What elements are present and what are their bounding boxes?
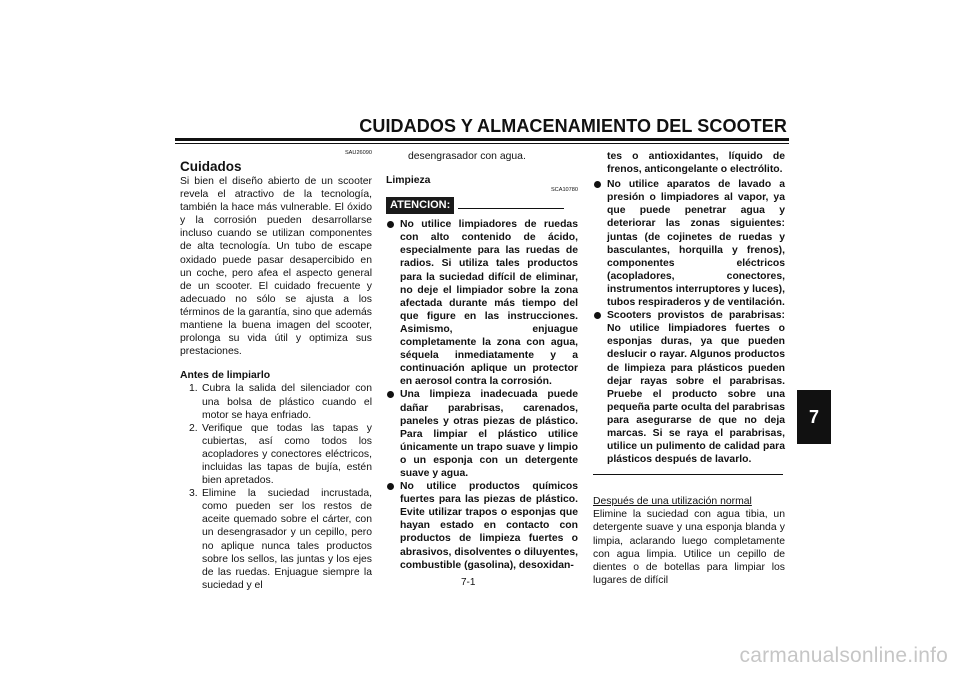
bullet-text: Scooters provistos de parabrisas: No utilice limpiadores fuertes o esponjas duras, ya que pueden deslucir o rayar. Algunos productos de limpieza para plásticos pueden dejar rayas sobre el parabrisas. Pruebe el producto sobre una pequeña parte oculta del parabrisas para asegurarse de que no deja marcas. Si se raya el parabrisas, utilice un pulimento de calidad para plásticos después de lavarlo. [607,310,785,466]
after-use-paragraph: Elimine la suciedad con agua tibia, un detergente suave y una esponja blanda y limpia, aclarando luego completamente con agua limpia. Utilice un cepillo de dientes o de botellas para limpiar los lugares de difícil [593,509,785,586]
bullet-icon [387,391,394,398]
caution-rule [458,208,564,209]
page-number: 7-1 [461,577,476,588]
step-text: Verifique que todas las tapas y cubiertas, así como todos los acopladores y conectores eléctricos, incluidas las tapas de bujía, estén bien apretados. [202,422,372,487]
subheading-before-cleaning: Antes de limpiarlo [180,370,271,382]
subheading-cleaning: Limpieza [386,175,431,187]
chapter-tab: 7 [797,390,831,444]
step-number: 2. [189,422,198,434]
title-rule-thin [175,143,789,144]
list-item [180,487,372,592]
list-item [386,480,578,572]
step-continuation: desengrasador con agua. [408,151,526,162]
bullet-icon [387,483,394,490]
list-item [593,309,785,466]
list-item [593,178,785,309]
bullet-icon [594,312,601,319]
bullet-icon [594,181,601,188]
bullet-text: No utilice limpiadores de ruedas con alto contenido de ácido, especialmente para las ruedas de radios. Si utiliza tales productos para la suciedad difícil de eliminar, no deje el limpiador sobre la zona afectada durante más tiempo del que figure en las instrucciones. Asimismo, enjuague completamente la zona con agua, séquela inmediatamente y a continuación aplique un protector en aerosol contra la corrosión. [400,219,578,388]
list-item [180,382,372,421]
section-code: SAU26090 [344,150,372,156]
intro-paragraph: Si bien el diseño abierto de un scooter revela el atractivo de la tecnología, también la hace más vulnerable. El óxido y la corrosión pueden desarrollarse incluso cuando se utilizan componentes de alta tecnología. Un tubo de escape oxidado puede pasar desapercibido en un coche, pero afea el aspecto general de un scooter. El cuidado frecuente y adecuado no sólo se ajusta a los términos de la garantía, sino que además mantiene la buena imagen del scooter, prolonga su vida útil y optimiza sus prestaciones. [180,176,372,358]
column-3 [593,150,785,587]
caution-list-continued [593,178,785,466]
bullet-continuation: tes o antioxidantes, líquido de frenos, anticongelante o electrólito. [607,151,785,176]
bullet-text: Una limpieza inadecuada puede dañar parabrisas, carenados, paneles y otras piezas de plástico. Para limpiar el plástico utilice únicamente un trapo suave y limpio o un esponja con un detergente suave y agua. [400,389,578,479]
caution-list [386,218,578,572]
caution-label: ATENCION: [386,197,454,214]
caution-code: SCA10780 [550,187,578,194]
bullet-icon [387,221,394,228]
column-2 [386,150,578,572]
caution-header [386,196,578,216]
caution-end-rule [593,474,783,475]
bullet-text: No utilice aparatos de lavado a presión o limpiadores al vapor, ya que puede penetrar agua y deteriorar las zonas siguientes: juntas (de cojinetes de ruedas y basculantes, horquilla y frenos), componentes eléctricos (acopladores, conectores, instrumentos interruptores y luces), tubos respiraderos y de ventilación. [607,179,785,309]
step-number: 1. [189,383,198,395]
page-title: CUIDADOS Y ALMACENAMIENTO DEL SCOOTER [359,116,787,136]
section-heading: Cuidados [180,159,242,174]
watermark: carmanualsonline.info [739,644,948,667]
title-rule [175,138,789,141]
column-1 [180,150,372,592]
step-text: Cubra la salida del silenciador con una bolsa de plástico cuando el motor se haya enfriado. [202,383,372,421]
bullet-text: No utilice productos químicos fuertes para las piezas de plástico. Evite utilizar trapos o esponjas que hayan estado en contacto con productos de limpieza fuertes o abrasivos, disolventes o diluyentes, combustible (gasolina), desoxidan- [400,481,578,571]
step-number: 3. [189,488,198,500]
steps-list [180,382,372,592]
list-item [180,422,372,487]
list-item [386,218,578,388]
step-text: Elimine la suciedad incrustada, como pueden ser los restos de aceite quemado sobre el cárter, con un desengrasador y un cepillo, pero no aplique nunca tales productos sobre los sellos, las juntas y los ejes de las ruedas. Enjuague siempre la suciedad y el [202,488,372,591]
subheading-after-use: Después de una utilización normal [593,496,752,508]
list-item [386,388,578,480]
